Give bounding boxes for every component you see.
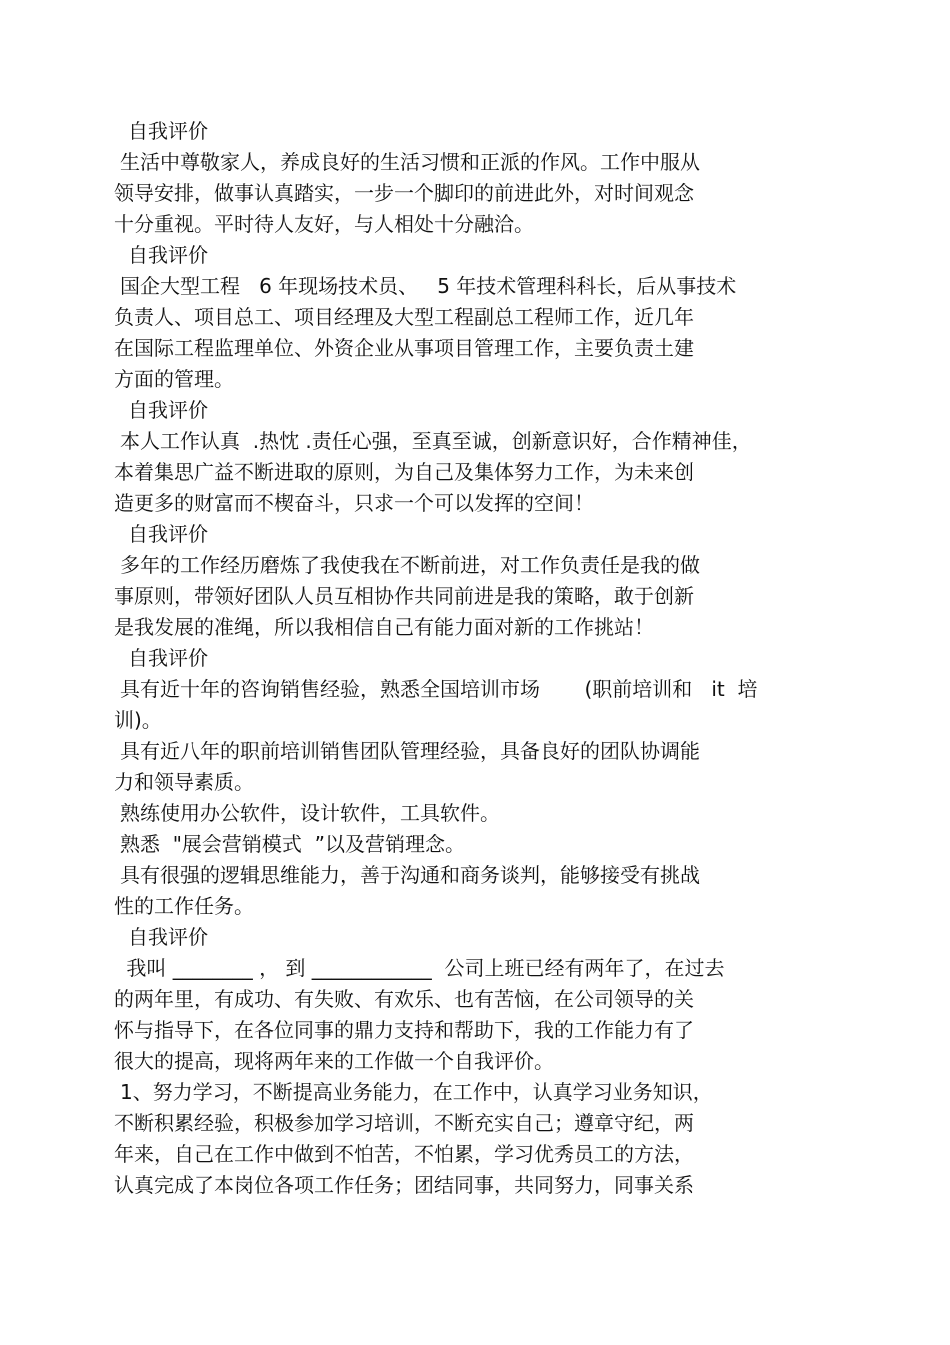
paragraph-line: 领导安排，做事认真踏实，一步一个脚印的前进此外，对时间观念 [114,181,694,205]
paragraph-first-line: 我叫 ________ ， 到 ____________ 公司上班已经有两年了，在过去 [120,956,725,980]
paragraph-line: 十分重视。平时待人友好，与人相处十分融洽。 [114,212,534,236]
paragraph-first-line: 具有很强的逻辑思维能力，善于沟通和商务谈判，能够接受有挑战 [120,863,700,887]
paragraph-line: 怀与指导下，在各位同事的鼎力支持和帮助下，我的工作能力有了 [114,1018,694,1042]
paragraph-line: 负责人、项目总工、项目经理及大型工程副总工程师工作，近几年 [114,305,694,329]
document-body [114,116,814,1201]
paragraph-first-line: 1、努力学习，不断提高业务能力，在工作中，认真学习业务知识， [120,1080,713,1104]
paragraph-line: 在国际工程监理单位、外资企业从事项目管理工作，主要负责土建 [114,336,694,360]
paragraph-line: 的两年里，有成功、有失败、有欢乐、也有苦恼，在公司领导的关 [114,987,694,1011]
paragraph-line: 力和领导素质。 [114,770,254,794]
paragraph-line: 是我发展的准绳，所以我相信自己有能力面对新的工作挑站！ [114,615,654,639]
paragraph-line: 认真完成了本岗位各项工作任务；团结同事，共同努力，同事关系 [114,1173,694,1197]
paragraph-first-line: 多年的工作经历磨炼了我使我在不断前进，对工作负责任是我的做 [120,553,700,577]
paragraph-line: 事原则，带领好团队人员互相协作共同前进是我的策略，敢于创新 [114,584,694,608]
paragraph-first-line: 生活中尊敬家人，养成良好的生活习惯和正派的作风。工作中服从 [120,150,700,174]
paragraph-line: 方面的管理。 [114,367,234,391]
paragraph-line: 训)。 [114,708,162,732]
section-heading: 自我评价 [128,646,208,670]
paragraph-first-line: 具有近十年的咨询销售经验，熟悉全国培训市场 (职前培训和 it 培 [120,677,758,701]
section-heading: 自我评价 [128,119,208,143]
paragraph-first-line: 熟练使用办公软件，设计软件，工具软件。 [120,801,500,825]
paragraph-line: 造更多的财富而不楔奋斗，只求一个可以发挥的空间！ [114,491,594,515]
paragraph-line: 年来，自己在工作中做到不怕苦，不怕累，学习优秀员工的方法， [114,1142,694,1166]
section-heading: 自我评价 [128,925,208,949]
paragraph-first-line: 国企大型工程 6 年现场技术员、 5 年技术管理科科长，后从事技术 [120,274,737,298]
paragraph-line: 本着集思广益不断进取的原则，为自己及集体努力工作，为未来创 [114,460,694,484]
paragraph-first-line: 熟悉 "展会营销模式 ”以及营销理念。 [120,832,465,856]
section-heading: 自我评价 [128,398,208,422]
paragraph-line: 性的工作任务。 [114,894,254,918]
paragraph-first-line: 本人工作认真 .热忱 .责任心强，至真至诚，创新意识好，合作精神佳， [120,429,752,453]
paragraph-first-line: 具有近八年的职前培训销售团队管理经验，具备良好的团队协调能 [120,739,700,763]
paragraph-line: 不断积累经验，积极参加学习培训，不断充实自己；遵章守纪，两 [114,1111,694,1135]
section-heading: 自我评价 [128,243,208,267]
paragraph-line: 很大的提高，现将两年来的工作做一个自我评价。 [114,1049,554,1073]
section-heading: 自我评价 [128,522,208,546]
